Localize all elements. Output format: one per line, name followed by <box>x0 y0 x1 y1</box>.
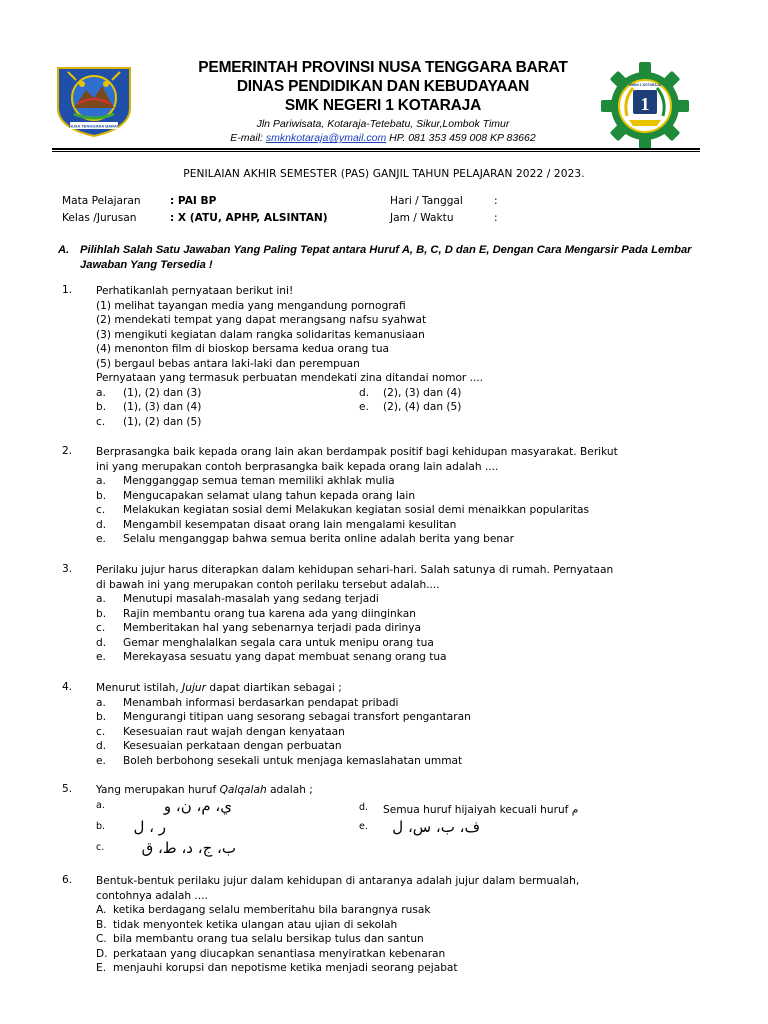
option-text[interactable]: ketika berdagang selalu memberitahu bila barangnya rusak <box>113 904 431 916</box>
option-letter: e. <box>359 401 369 413</box>
stem-part: adalah ; <box>266 784 313 796</box>
option-text[interactable]: perkataan yang diucapkan senantiasa menyiratkan kebenaran <box>113 947 446 960</box>
class-value: : X (ATU, APHP, ALSINTAN) <box>170 212 328 224</box>
option-letter: a. <box>96 696 106 709</box>
question-stem-cont: contohnya adalah .... <box>96 889 208 902</box>
school-logo <box>600 62 690 150</box>
option-text[interactable]: Boleh berbohong sesekali untuk menjaga kemaslahatan ummat <box>123 754 463 767</box>
letterhead-rule-thick <box>52 148 700 150</box>
statement-item: (1) melihat tayangan media yang mengandung pornografi <box>96 299 406 312</box>
statement-item: (2) mendekati tempat yang dapat merangsang nafsu syahwat <box>96 314 427 326</box>
option-letter: a. <box>96 800 105 811</box>
question-number: 1. <box>62 284 73 296</box>
stem-part: Menurut istilah, <box>96 682 183 694</box>
option-text[interactable]: Mengucapakan selamat ulang tahun kepada orang lain <box>123 489 416 502</box>
statement-item: (3) mengikuti kegiatan dalam rangka solidaritas kemanusiaan <box>96 328 425 341</box>
letterhead-rule-thin <box>52 151 700 152</box>
stem-term: Qalqalah <box>219 784 267 796</box>
option-letter: E. <box>96 962 107 974</box>
option-letter: d. <box>96 636 107 649</box>
question-stem <box>96 783 313 798</box>
phone-text: HP. 081 353 459 008 KP 83662 <box>386 132 536 144</box>
instruction-text: Pilihlah Salah Satu Jawaban Yang Paling Tepat antara Huruf A, B, C, D dan E, Dengan Cara Mengarsir Pada Lembar Jawaban Yang Tersedia ! <box>80 244 692 271</box>
ntb-logo-caption: NUSA TENGGARA BARAT <box>69 123 119 129</box>
option-letter: e. <box>96 533 106 545</box>
option-letter: b. <box>96 489 107 502</box>
question-number: 2. <box>62 445 73 457</box>
option-text[interactable]: menjauhi korupsi dan nepotisme ketika menjadi seorang pejabat <box>113 962 458 974</box>
option-text[interactable]: Menutupi masalah-masalah yang sedang terjadi <box>123 593 379 605</box>
letterhead <box>150 58 616 145</box>
date-value: : <box>494 195 498 207</box>
question-stem: Perilaku jujur harus diterapkan dalam kehidupan sehari-hari. Salah satunya di rumah. Pernyataan <box>96 564 614 576</box>
exam-title: PENILAIAN AKHIR SEMESTER (PAS) GANJIL TAHUN PELAJARAN 2022 / 2023. <box>183 168 585 180</box>
option-letter: b. <box>96 401 107 413</box>
option-text[interactable]: ف، ب، س، ل <box>392 818 480 836</box>
option-text[interactable]: Kesesuaian raut wajah dengan kenyataan <box>123 725 345 738</box>
ntb-province-logo <box>52 64 136 138</box>
option-letter: d. <box>96 740 107 752</box>
option-text[interactable]: Semua huruf hijaiyah kecuali huruf م <box>383 804 579 816</box>
question-stem <box>96 681 342 696</box>
question-number: 5. <box>62 783 73 795</box>
option-letter: c. <box>96 415 106 428</box>
option-letter: d. <box>359 386 370 399</box>
option-text[interactable]: Mengurangi titipan uang sesorang sebagai transfort pengantaran <box>123 711 471 723</box>
option-text[interactable]: Memberitakan hal yang sebenarnya terjadi pada dirinya <box>123 622 422 634</box>
option-letter: c. <box>96 842 105 853</box>
question-stem: Berprasangka baik kepada orang lain akan berdampak positif bagi kehidupan masyarakat. Berikut <box>96 446 618 458</box>
question-number: 4. <box>62 681 73 693</box>
email-link[interactable]: smknkotaraja@ymail.com <box>265 132 387 144</box>
option-text[interactable]: (1), (3) dan (4) <box>123 401 202 413</box>
option-letter: a. <box>96 386 106 399</box>
school-logo-caption: SMKN 1 KOTARAJA <box>628 83 662 87</box>
class-label: Kelas /Jurusan <box>62 212 137 224</box>
statement-item: (5) bergaul bebas antara laki-laki dan perempuan <box>96 357 360 370</box>
question-prompt: Pernyataan yang termasuk perbuatan mendekati zina ditandai nomor .... <box>96 372 484 384</box>
option-letter: D. <box>96 947 108 960</box>
subject-value: : PAI BP <box>170 195 217 207</box>
stem-part: dapat diartikan sebagai ; <box>205 682 342 694</box>
question-stem-cont: ini yang merupakan contoh berprasangka baik kepada orang lain adalah .... <box>96 460 499 473</box>
option-letter: c. <box>96 504 106 516</box>
time-label: Jam / Waktu <box>390 212 454 224</box>
option-text[interactable]: (1), (2) dan (5) <box>123 415 202 428</box>
option-text[interactable]: tidak menyontek ketika ulangan atau ujian di sekolah <box>113 918 398 931</box>
letterhead-province: PEMERINTAH PROVINSI NUSA TENGGARA BARAT <box>198 59 568 76</box>
option-text[interactable]: ر ، ل <box>133 818 166 836</box>
option-letter: d. <box>96 518 107 531</box>
option-text[interactable]: (1), (2) dan (3) <box>123 386 202 399</box>
question-stem: Perhatikanlah pernyataan berikut ini! <box>96 285 294 297</box>
svg-text:1: 1 <box>640 94 650 114</box>
email-label: E-mail: <box>230 132 266 144</box>
option-text[interactable]: Gemar menghalalkan segala cara untuk menipu orang tua <box>123 636 434 649</box>
stem-part: Yang merupakan huruf <box>96 784 220 796</box>
option-text[interactable]: (2), (4) dan (5) <box>383 401 462 413</box>
option-letter: a. <box>96 593 106 605</box>
option-text[interactable]: bila membantu orang tua selalu bersikap tulus dan santun <box>113 933 424 945</box>
option-letter: b. <box>96 711 107 723</box>
letterhead-department: DINAS PENDIDIKAN DAN KEBUDAYAAN <box>236 78 530 95</box>
option-letter: e. <box>96 754 106 767</box>
option-letter: e. <box>96 651 106 663</box>
option-text[interactable]: Mengambil kesempatan disaat orang lain mengalami kesulitan <box>123 518 457 531</box>
option-letter: A. <box>96 904 107 916</box>
letterhead-contact <box>150 131 616 145</box>
option-letter: C. <box>96 933 107 945</box>
option-text[interactable]: ي، م، ن، و <box>163 797 232 815</box>
option-letter: d. <box>359 802 369 813</box>
option-text[interactable]: Merekayasa sesuatu yang dapat membuat senang orang tua <box>123 651 447 663</box>
option-text[interactable]: Mengganggap semua teman memiliki akhlak mulia <box>123 475 395 487</box>
date-label: Hari / Tanggal <box>390 195 463 207</box>
option-letter: b. <box>96 607 107 620</box>
option-text[interactable]: ب، ج، د، ط، ق <box>141 839 236 857</box>
letterhead-school: SMK NEGERI 1 KOTARAJA <box>284 97 482 114</box>
instruction-letter: A. <box>58 244 70 256</box>
stem-term: Jujur <box>182 682 206 694</box>
letterhead-address: Jln Pariwisata, Kotaraja-Tetebatu, Sikur,Lombok Timur <box>256 118 510 130</box>
option-text[interactable]: Menambah informasi berdasarkan pendapat pribadi <box>123 696 399 709</box>
option-letter: a. <box>96 475 106 487</box>
option-letter: B. <box>96 918 107 931</box>
time-value: : <box>494 212 498 224</box>
question-number: 3. <box>62 563 73 575</box>
option-text[interactable]: Rajin membantu orang tua karena ada yang diinginkan <box>123 607 416 620</box>
statement-item: (4) menonton film di bioskop bersama kedua orang tua <box>96 343 390 355</box>
question-stem: Bentuk-bentuk perilaku jujur dalam kehidupan di antaranya adalah jujur dalam bermualah, <box>96 875 580 887</box>
question-stem-cont: di bawah ini yang merupakan contoh perilaku tersebut adalah.... <box>96 578 440 591</box>
question-number: 6. <box>62 874 73 886</box>
option-letter: c. <box>96 622 106 634</box>
option-text[interactable]: (2), (3) dan (4) <box>383 386 462 399</box>
option-letter: c. <box>96 725 106 738</box>
option-text[interactable]: Selalu menganggap bahwa semua berita online adalah berita yang benar <box>123 533 514 545</box>
option-text[interactable]: Kesesuaian perkataan dengan perbuatan <box>123 740 342 752</box>
option-letter: b. <box>96 821 106 832</box>
option-text[interactable]: Melakukan kegiatan sosial demi Melakukan kegiatan sosial demi menaikkan popularitas <box>123 504 590 516</box>
subject-label: Mata Pelajaran <box>62 195 141 207</box>
option-letter: e. <box>359 821 368 832</box>
